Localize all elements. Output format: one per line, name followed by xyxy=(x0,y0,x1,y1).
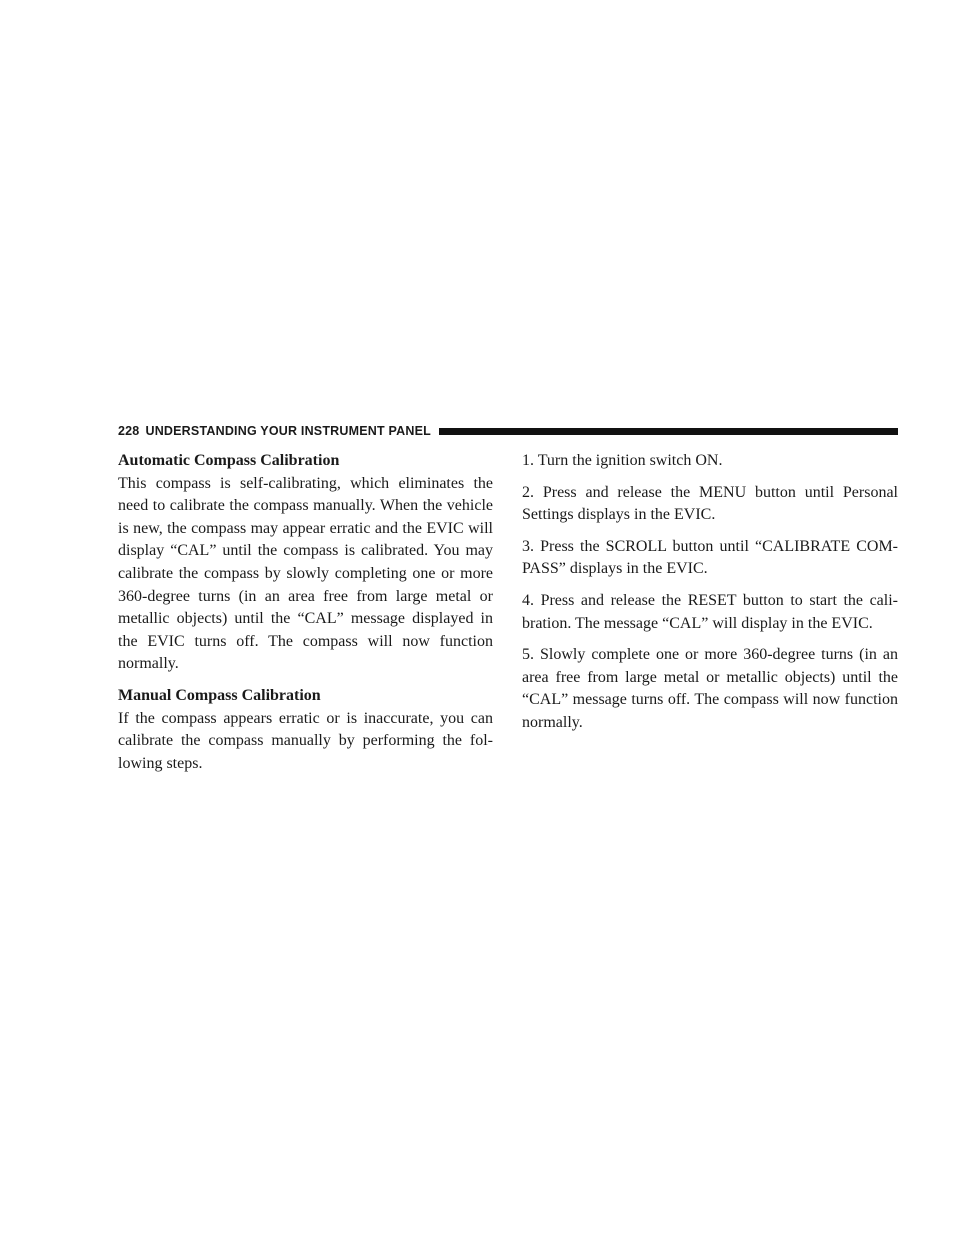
section-title: UNDERSTANDING YOUR INSTRUMENT PANEL xyxy=(145,424,431,438)
right-column xyxy=(522,450,898,744)
calibration-step-3: 3. Press the SCROLL button until “CALIBRATE COMPASS” displays in the EVIC. xyxy=(522,537,898,578)
header-rule xyxy=(439,428,898,435)
calibration-step-1: 1. Turn the ignition switch ON. xyxy=(522,452,723,469)
page-number: 228 xyxy=(118,424,140,438)
automatic-calibration-heading: Automatic Compass Calibration xyxy=(118,452,340,469)
manual-calibration-text: If the compass appears erratic or is inaccurate, you can calibrate the compass manually by performing the following steps. xyxy=(118,709,493,772)
calibration-step-4: 4. Press and release the RESET button to start the calibration. The message “CAL” will display in the EVIC. xyxy=(522,591,898,632)
left-column xyxy=(118,450,493,775)
calibration-step-2: 2. Press and release the MENU button until Personal Settings displays in the EVIC. xyxy=(522,483,898,524)
automatic-calibration-text: This compass is self-calibrating, which eliminates the need to calibrate the compass manually. When the vehicle is new, the compass may appear erratic and the EVIC will display “CAL” until the compass is calibrated. You may calibrate the compass by slowly completing one or more 360-degree turns (in an area free from large metal or metallic objects) until the “CAL” message displayed in the EVIC turns off. The compass will now function normally. xyxy=(118,474,493,673)
manual-calibration-heading: Manual Compass Calibration xyxy=(118,686,321,704)
calibration-step-5: 5. Slowly complete one or more 360-degree turns (in an area free from large metal or metallic objects) until the “CAL” message turns off. The compass will now function normally. xyxy=(522,646,898,731)
running-header xyxy=(118,422,898,440)
